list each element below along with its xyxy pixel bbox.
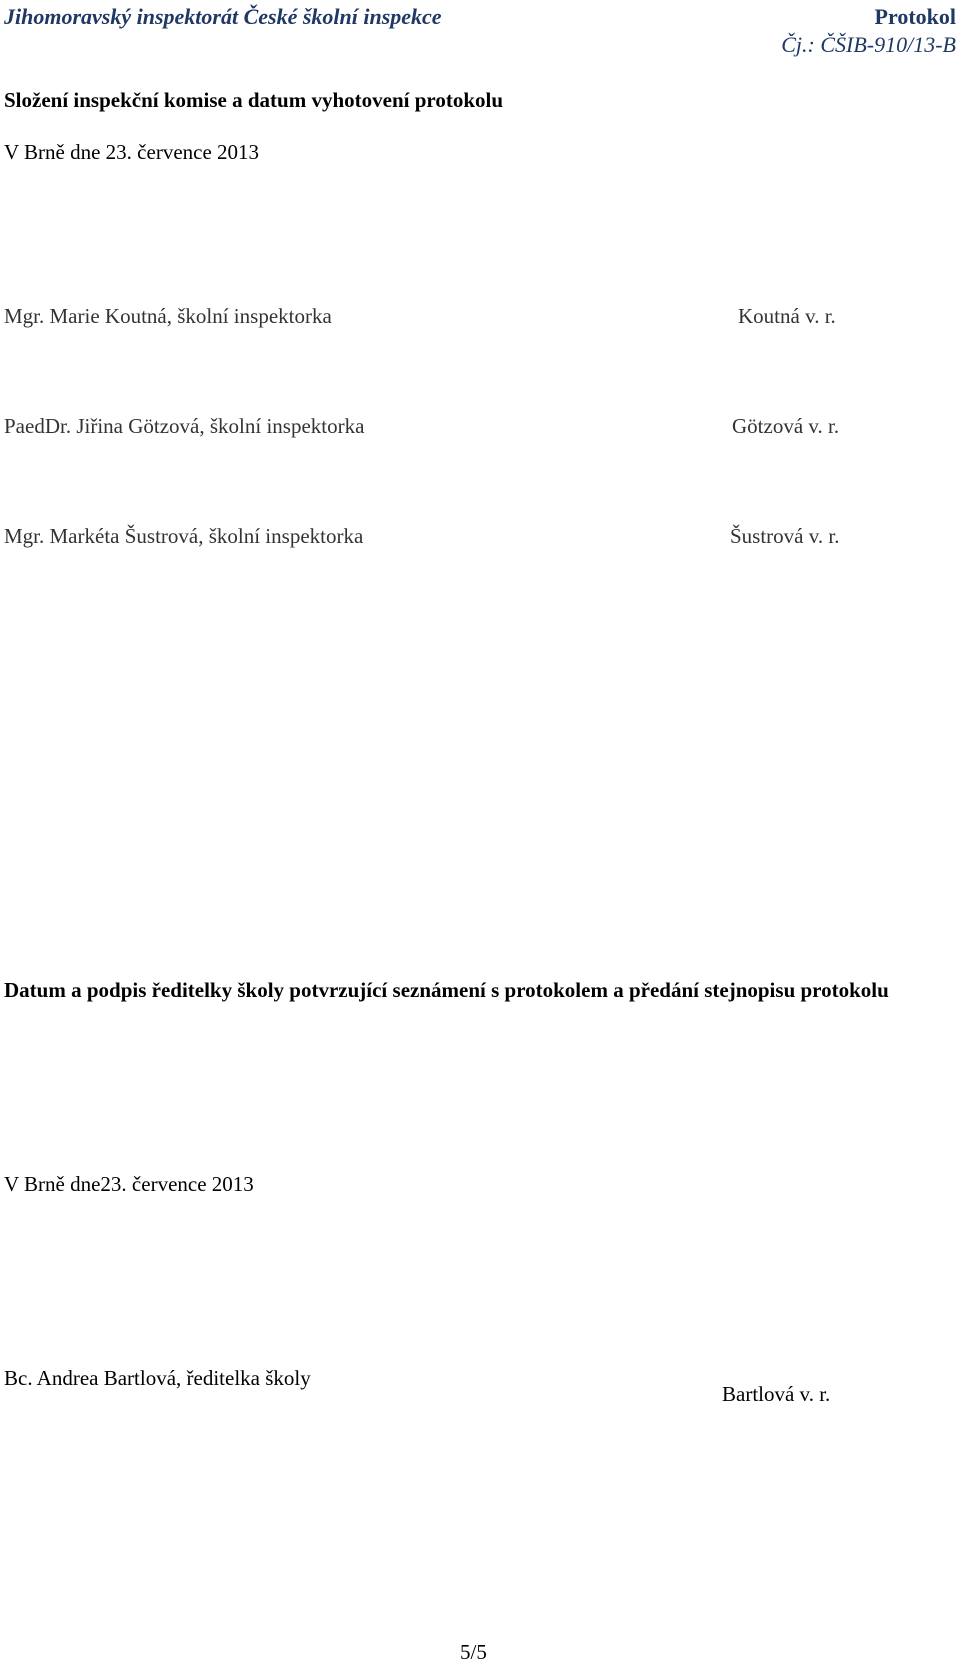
member-signature: Götzová v. r. xyxy=(732,414,840,438)
director-heading: Datum a podpis ředitelky školy potvrzující seznámení s protokolem a předání stejnopisu protokolu xyxy=(4,978,889,1002)
commission-date-line: V Brně dne 23. července 2013 xyxy=(4,140,260,164)
member-name: PaedDr. Jiřina Götzová, školní inspektorka xyxy=(4,414,365,438)
director-name: Bc. Andrea Bartlová, ředitelka školy xyxy=(4,1366,311,1390)
header-authority: Jihomoravský inspektorát České školní inspekce xyxy=(4,4,442,29)
member-signature: Koutná v. r. xyxy=(738,304,836,328)
director-signature: Bartlová v. r. xyxy=(722,1382,831,1406)
member-name: Mgr. Markéta Šustrová, školní inspektorka xyxy=(4,524,364,548)
member-name: Mgr. Marie Koutná, školní inspektorka xyxy=(4,304,332,328)
page-number: 5/5 xyxy=(460,1640,487,1664)
director-date-line: V Brně dne23. července 2013 xyxy=(4,1172,254,1196)
header-reference: Čj.: ČŠIB-910/13-B xyxy=(781,32,956,57)
commission-heading: Složení inspekční komise a datum vyhotovení protokolu xyxy=(4,88,504,112)
member-signature: Šustrová v. r. xyxy=(730,524,840,548)
header-doc-type: Protokol xyxy=(874,4,956,29)
